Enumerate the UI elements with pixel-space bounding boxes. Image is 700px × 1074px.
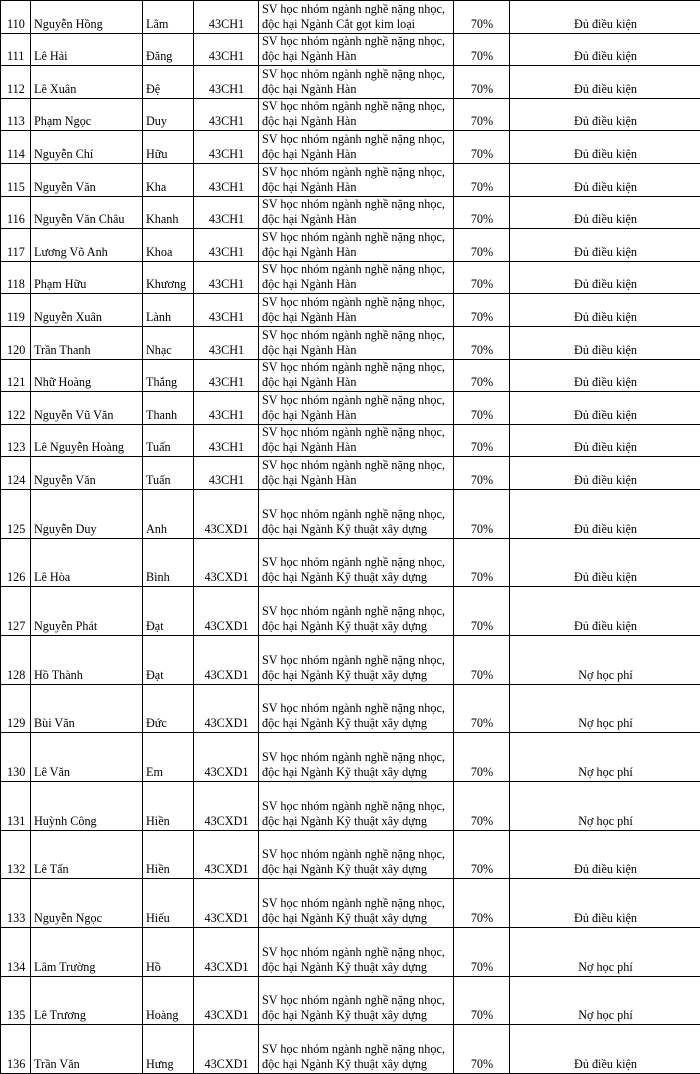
description-cell bbox=[259, 733, 454, 782]
percentage-cell: 70% bbox=[454, 928, 510, 977]
description-line-1: SV học nhóm ngành nghề nặng nhọc, bbox=[262, 230, 451, 245]
description-cell bbox=[259, 538, 454, 587]
percentage-cell: 70% bbox=[454, 66, 510, 99]
description-cell bbox=[259, 684, 454, 733]
description-line-2: độc hại Ngành Hàn bbox=[262, 277, 451, 292]
description-cell bbox=[259, 294, 454, 327]
description-line-1: SV học nhóm ngành nghề nặng nhọc, bbox=[262, 750, 451, 765]
status-cell: Đủ điều kiện bbox=[510, 392, 700, 425]
given-name-cell: Hiền bbox=[143, 830, 194, 879]
row-number-cell: 120 bbox=[1, 326, 31, 359]
given-name-cell: Thắng bbox=[143, 359, 194, 392]
surname-cell: Nguyễn Văn bbox=[31, 163, 143, 196]
surname-cell: Lê Xuân bbox=[31, 66, 143, 99]
description-line-2: độc hại Ngành Cắt gọt kim loại bbox=[262, 17, 451, 32]
description-cell bbox=[259, 196, 454, 229]
description-line-1: SV học nhóm ngành nghề nặng nhọc, bbox=[262, 555, 451, 570]
row-number-cell: 136 bbox=[1, 1025, 31, 1074]
row-number-cell: 110 bbox=[1, 1, 31, 34]
class-code-cell: 43CH1 bbox=[194, 98, 259, 131]
status-cell: Đủ điều kiện bbox=[510, 326, 700, 359]
description-cell bbox=[259, 359, 454, 392]
description-line-1: SV học nhóm ngành nghề nặng nhọc, bbox=[262, 896, 451, 911]
table-row bbox=[1, 359, 700, 392]
description-line-1: SV học nhóm ngành nghề nặng nhọc, bbox=[262, 945, 451, 960]
given-name-cell: Đạt bbox=[143, 587, 194, 636]
surname-cell: Nguyễn Xuân bbox=[31, 294, 143, 327]
description-line-2: độc hại Ngành Kỹ thuật xây dựng bbox=[262, 522, 451, 537]
description-line-1: SV học nhóm ngành nghề nặng nhọc, bbox=[262, 67, 451, 82]
status-cell: Đủ điều kiện bbox=[510, 294, 700, 327]
class-code-cell: 43CH1 bbox=[194, 1, 259, 34]
description-line-2: độc hại Ngành Hàn bbox=[262, 147, 451, 162]
row-number-cell: 130 bbox=[1, 733, 31, 782]
table-row bbox=[1, 326, 700, 359]
class-code-cell: 43CH1 bbox=[194, 457, 259, 490]
table-row bbox=[1, 33, 700, 66]
description-cell bbox=[259, 131, 454, 164]
percentage-cell: 70% bbox=[454, 830, 510, 879]
surname-cell: Lê Văn bbox=[31, 733, 143, 782]
table-row bbox=[1, 879, 700, 928]
description-line-2: độc hại Ngành Kỹ thuật xây dựng bbox=[262, 716, 451, 731]
description-line-1: SV học nhóm ngành nghề nặng nhọc, bbox=[262, 1042, 451, 1057]
surname-cell: Lê Trương bbox=[31, 976, 143, 1025]
percentage-cell: 70% bbox=[454, 33, 510, 66]
description-line-1: SV học nhóm ngành nghề nặng nhọc, bbox=[262, 425, 451, 440]
class-code-cell: 43CH1 bbox=[194, 33, 259, 66]
row-number-cell: 118 bbox=[1, 261, 31, 294]
description-cell bbox=[259, 782, 454, 831]
description-line-1: SV học nhóm ngành nghề nặng nhọc, bbox=[262, 799, 451, 814]
table-row bbox=[1, 928, 700, 977]
status-cell: Đủ điều kiện bbox=[510, 66, 700, 99]
status-cell: Đủ điều kiện bbox=[510, 1025, 700, 1074]
description-cell bbox=[259, 163, 454, 196]
description-cell bbox=[259, 489, 454, 538]
surname-cell: Nguyễn Ngọc bbox=[31, 879, 143, 928]
description-line-2: độc hại Ngành Kỹ thuật xây dựng bbox=[262, 570, 451, 585]
description-cell bbox=[259, 879, 454, 928]
given-name-cell: Đăng bbox=[143, 33, 194, 66]
description-line-2: độc hại Ngành Hàn bbox=[262, 408, 451, 423]
row-number-cell: 127 bbox=[1, 587, 31, 636]
given-name-cell: Tuấn bbox=[143, 457, 194, 490]
description-line-1: SV học nhóm ngành nghề nặng nhọc, bbox=[262, 197, 451, 212]
description-line-1: SV học nhóm ngành nghề nặng nhọc, bbox=[262, 360, 451, 375]
given-name-cell: Hiếu bbox=[143, 879, 194, 928]
percentage-cell: 70% bbox=[454, 424, 510, 457]
surname-cell: Lâm Trường bbox=[31, 928, 143, 977]
row-number-cell: 114 bbox=[1, 131, 31, 164]
status-cell: Đủ điều kiện bbox=[510, 457, 700, 490]
surname-cell: Lê Hải bbox=[31, 33, 143, 66]
table-row bbox=[1, 229, 700, 262]
row-number-cell: 133 bbox=[1, 879, 31, 928]
class-code-cell: 43CXD1 bbox=[194, 538, 259, 587]
description-line-1: SV học nhóm ngành nghề nặng nhọc, bbox=[262, 604, 451, 619]
description-line-2: độc hại Ngành Hàn bbox=[262, 473, 451, 488]
class-code-cell: 43CH1 bbox=[194, 261, 259, 294]
description-line-2: độc hại Ngành Kỹ thuật xây dựng bbox=[262, 1057, 451, 1072]
description-line-2: độc hại Ngành Hàn bbox=[262, 375, 451, 390]
row-number-cell: 132 bbox=[1, 830, 31, 879]
percentage-cell: 70% bbox=[454, 684, 510, 733]
surname-cell: Nguyễn Chí bbox=[31, 131, 143, 164]
row-number-cell: 116 bbox=[1, 196, 31, 229]
given-name-cell: Em bbox=[143, 733, 194, 782]
row-number-cell: 128 bbox=[1, 635, 31, 684]
description-cell bbox=[259, 229, 454, 262]
class-code-cell: 43CH1 bbox=[194, 66, 259, 99]
class-code-cell: 43CXD1 bbox=[194, 1025, 259, 1074]
status-cell: Đủ điều kiện bbox=[510, 424, 700, 457]
given-name-cell: Đệ bbox=[143, 66, 194, 99]
table-row bbox=[1, 1025, 700, 1074]
percentage-cell: 70% bbox=[454, 587, 510, 636]
description-cell bbox=[259, 587, 454, 636]
status-cell: Đủ điều kiện bbox=[510, 98, 700, 131]
percentage-cell: 70% bbox=[454, 392, 510, 425]
row-number-cell: 123 bbox=[1, 424, 31, 457]
table-row bbox=[1, 976, 700, 1025]
percentage-cell: 70% bbox=[454, 1025, 510, 1074]
table-body bbox=[1, 1, 700, 1074]
class-code-cell: 43CH1 bbox=[194, 229, 259, 262]
description-cell bbox=[259, 976, 454, 1025]
status-cell: Đủ điều kiện bbox=[510, 489, 700, 538]
percentage-cell: 70% bbox=[454, 538, 510, 587]
surname-cell: Trần Thanh bbox=[31, 326, 143, 359]
table-row bbox=[1, 587, 700, 636]
row-number-cell: 115 bbox=[1, 163, 31, 196]
status-cell: Đủ điều kiện bbox=[510, 830, 700, 879]
description-line-1: SV học nhóm ngành nghề nặng nhọc, bbox=[262, 262, 451, 277]
table-row bbox=[1, 489, 700, 538]
status-cell: Đủ điều kiện bbox=[510, 163, 700, 196]
row-number-cell: 117 bbox=[1, 229, 31, 262]
given-name-cell: Kha bbox=[143, 163, 194, 196]
description-line-2: độc hại Ngành Kỹ thuật xây dựng bbox=[262, 960, 451, 975]
description-cell bbox=[259, 33, 454, 66]
status-cell: Đủ điều kiện bbox=[510, 587, 700, 636]
row-number-cell: 131 bbox=[1, 782, 31, 831]
surname-cell: Nhữ Hoàng bbox=[31, 359, 143, 392]
row-number-cell: 113 bbox=[1, 98, 31, 131]
description-line-1: SV học nhóm ngành nghề nặng nhọc, bbox=[262, 653, 451, 668]
status-cell: Đủ điều kiện bbox=[510, 131, 700, 164]
status-cell: Đủ điều kiện bbox=[510, 879, 700, 928]
surname-cell: Lê Tấn bbox=[31, 830, 143, 879]
percentage-cell: 70% bbox=[454, 635, 510, 684]
description-line-1: SV học nhóm ngành nghề nặng nhọc, bbox=[262, 458, 451, 473]
description-line-2: độc hại Ngành Kỹ thuật xây dựng bbox=[262, 862, 451, 877]
given-name-cell: Hồ bbox=[143, 928, 194, 977]
surname-cell: Lương Võ Anh bbox=[31, 229, 143, 262]
row-number-cell: 129 bbox=[1, 684, 31, 733]
description-cell bbox=[259, 326, 454, 359]
percentage-cell: 70% bbox=[454, 733, 510, 782]
given-name-cell: Khoa bbox=[143, 229, 194, 262]
percentage-cell: 70% bbox=[454, 359, 510, 392]
description-line-2: độc hại Ngành Kỹ thuật xây dựng bbox=[262, 619, 451, 634]
description-line-1: SV học nhóm ngành nghề nặng nhọc, bbox=[262, 993, 451, 1008]
row-number-cell: 134 bbox=[1, 928, 31, 977]
given-name-cell: Đức bbox=[143, 684, 194, 733]
row-number-cell: 112 bbox=[1, 66, 31, 99]
row-number-cell: 135 bbox=[1, 976, 31, 1025]
description-cell bbox=[259, 1025, 454, 1074]
table-row bbox=[1, 733, 700, 782]
status-cell: Nợ học phí bbox=[510, 782, 700, 831]
row-number-cell: 119 bbox=[1, 294, 31, 327]
description-line-2: độc hại Ngành Kỹ thuật xây dựng bbox=[262, 765, 451, 780]
percentage-cell: 70% bbox=[454, 163, 510, 196]
table-row bbox=[1, 684, 700, 733]
table-row bbox=[1, 830, 700, 879]
class-code-cell: 43CXD1 bbox=[194, 635, 259, 684]
description-cell bbox=[259, 635, 454, 684]
given-name-cell: Bình bbox=[143, 538, 194, 587]
description-line-2: độc hại Ngành Hàn bbox=[262, 180, 451, 195]
class-code-cell: 43CH1 bbox=[194, 424, 259, 457]
table-row bbox=[1, 196, 700, 229]
given-name-cell: Hưng bbox=[143, 1025, 194, 1074]
table-row bbox=[1, 66, 700, 99]
description-line-2: độc hại Ngành Kỹ thuật xây dựng bbox=[262, 814, 451, 829]
class-code-cell: 43CH1 bbox=[194, 359, 259, 392]
percentage-cell: 70% bbox=[454, 131, 510, 164]
surname-cell: Hồ Thành bbox=[31, 635, 143, 684]
percentage-cell: 70% bbox=[454, 261, 510, 294]
given-name-cell: Khương bbox=[143, 261, 194, 294]
given-name-cell: Hiền bbox=[143, 782, 194, 831]
percentage-cell: 70% bbox=[454, 976, 510, 1025]
description-line-2: độc hại Ngành Hàn bbox=[262, 245, 451, 260]
status-cell: Đủ điều kiện bbox=[510, 196, 700, 229]
class-code-cell: 43CH1 bbox=[194, 294, 259, 327]
status-cell: Nợ học phí bbox=[510, 635, 700, 684]
status-cell: Đủ điều kiện bbox=[510, 229, 700, 262]
surname-cell: Phạm Ngọc bbox=[31, 98, 143, 131]
status-cell: Đủ điều kiện bbox=[510, 1, 700, 34]
description-cell bbox=[259, 392, 454, 425]
status-cell: Nợ học phí bbox=[510, 684, 700, 733]
surname-cell: Bùi Văn bbox=[31, 684, 143, 733]
description-line-1: SV học nhóm ngành nghề nặng nhọc, bbox=[262, 99, 451, 114]
table-row bbox=[1, 782, 700, 831]
class-code-cell: 43CXD1 bbox=[194, 489, 259, 538]
surname-cell: Lê Hòa bbox=[31, 538, 143, 587]
row-number-cell: 125 bbox=[1, 489, 31, 538]
class-code-cell: 43CH1 bbox=[194, 163, 259, 196]
percentage-cell: 70% bbox=[454, 782, 510, 831]
description-line-1: SV học nhóm ngành nghề nặng nhọc, bbox=[262, 132, 451, 147]
percentage-cell: 70% bbox=[454, 294, 510, 327]
class-code-cell: 43CXD1 bbox=[194, 684, 259, 733]
percentage-cell: 70% bbox=[454, 489, 510, 538]
surname-cell: Lê Nguyễn Hoàng bbox=[31, 424, 143, 457]
percentage-cell: 70% bbox=[454, 229, 510, 262]
table-row bbox=[1, 131, 700, 164]
status-cell: Đủ điều kiện bbox=[510, 261, 700, 294]
description-line-2: độc hại Ngành Hàn bbox=[262, 49, 451, 64]
description-line-2: độc hại Ngành Kỹ thuật xây dựng bbox=[262, 911, 451, 926]
class-code-cell: 43CH1 bbox=[194, 326, 259, 359]
description-line-1: SV học nhóm ngành nghề nặng nhọc, bbox=[262, 295, 451, 310]
description-line-2: độc hại Ngành Hàn bbox=[262, 343, 451, 358]
given-name-cell: Thanh bbox=[143, 392, 194, 425]
given-name-cell: Tuấn bbox=[143, 424, 194, 457]
description-line-1: SV học nhóm ngành nghề nặng nhọc, bbox=[262, 34, 451, 49]
class-code-cell: 43CH1 bbox=[194, 196, 259, 229]
description-cell bbox=[259, 261, 454, 294]
surname-cell: Nguyễn Hồng bbox=[31, 1, 143, 34]
percentage-cell: 70% bbox=[454, 1, 510, 34]
description-line-2: độc hại Ngành Hàn bbox=[262, 440, 451, 455]
description-cell bbox=[259, 98, 454, 131]
table-row bbox=[1, 457, 700, 490]
status-cell: Nợ học phí bbox=[510, 976, 700, 1025]
class-code-cell: 43CXD1 bbox=[194, 733, 259, 782]
description-cell bbox=[259, 1, 454, 34]
description-cell bbox=[259, 457, 454, 490]
row-number-cell: 121 bbox=[1, 359, 31, 392]
table-row bbox=[1, 635, 700, 684]
status-cell: Nợ học phí bbox=[510, 733, 700, 782]
description-line-1: SV học nhóm ngành nghề nặng nhọc, bbox=[262, 507, 451, 522]
given-name-cell: Nhạc bbox=[143, 326, 194, 359]
given-name-cell: Đạt bbox=[143, 635, 194, 684]
description-line-2: độc hại Ngành Hàn bbox=[262, 212, 451, 227]
description-line-2: độc hại Ngành Kỹ thuật xây dựng bbox=[262, 668, 451, 683]
description-line-1: SV học nhóm ngành nghề nặng nhọc, bbox=[262, 701, 451, 716]
description-line-1: SV học nhóm ngành nghề nặng nhọc, bbox=[262, 2, 451, 17]
class-code-cell: 43CXD1 bbox=[194, 976, 259, 1025]
given-name-cell: Duy bbox=[143, 98, 194, 131]
description-cell bbox=[259, 928, 454, 977]
given-name-cell: Anh bbox=[143, 489, 194, 538]
class-code-cell: 43CXD1 bbox=[194, 782, 259, 831]
class-code-cell: 43CH1 bbox=[194, 131, 259, 164]
table-row bbox=[1, 392, 700, 425]
table-row bbox=[1, 424, 700, 457]
given-name-cell: Lành bbox=[143, 294, 194, 327]
percentage-cell: 70% bbox=[454, 196, 510, 229]
description-line-1: SV học nhóm ngành nghề nặng nhọc, bbox=[262, 328, 451, 343]
surname-cell: Phạm Hữu bbox=[31, 261, 143, 294]
description-line-1: SV học nhóm ngành nghề nặng nhọc, bbox=[262, 847, 451, 862]
surname-cell: Huỳnh Công bbox=[31, 782, 143, 831]
surname-cell: Trần Văn bbox=[31, 1025, 143, 1074]
surname-cell: Nguyễn Vũ Văn bbox=[31, 392, 143, 425]
given-name-cell: Khanh bbox=[143, 196, 194, 229]
description-line-1: SV học nhóm ngành nghề nặng nhọc, bbox=[262, 165, 451, 180]
surname-cell: Nguyễn Phát bbox=[31, 587, 143, 636]
description-cell bbox=[259, 830, 454, 879]
class-code-cell: 43CXD1 bbox=[194, 879, 259, 928]
description-line-1: SV học nhóm ngành nghề nặng nhọc, bbox=[262, 393, 451, 408]
table-row bbox=[1, 1, 700, 34]
given-name-cell: Hoàng bbox=[143, 976, 194, 1025]
table-row bbox=[1, 538, 700, 587]
description-line-2: độc hại Ngành Hàn bbox=[262, 82, 451, 97]
table-row bbox=[1, 261, 700, 294]
table-row bbox=[1, 163, 700, 196]
percentage-cell: 70% bbox=[454, 98, 510, 131]
table-row bbox=[1, 98, 700, 131]
class-code-cell: 43CXD1 bbox=[194, 830, 259, 879]
percentage-cell: 70% bbox=[454, 879, 510, 928]
given-name-cell: Hữu bbox=[143, 131, 194, 164]
row-number-cell: 111 bbox=[1, 33, 31, 66]
description-line-2: độc hại Ngành Hàn bbox=[262, 310, 451, 325]
row-number-cell: 126 bbox=[1, 538, 31, 587]
description-cell bbox=[259, 66, 454, 99]
surname-cell: Nguyễn Văn bbox=[31, 457, 143, 490]
percentage-cell: 70% bbox=[454, 457, 510, 490]
status-cell: Đủ điều kiện bbox=[510, 359, 700, 392]
status-cell: Đủ điều kiện bbox=[510, 33, 700, 66]
row-number-cell: 122 bbox=[1, 392, 31, 425]
percentage-cell: 70% bbox=[454, 326, 510, 359]
class-code-cell: 43CXD1 bbox=[194, 587, 259, 636]
status-cell: Đủ điều kiện bbox=[510, 538, 700, 587]
class-code-cell: 43CH1 bbox=[194, 392, 259, 425]
description-line-2: độc hại Ngành Kỹ thuật xây dựng bbox=[262, 1008, 451, 1023]
status-cell: Nợ học phí bbox=[510, 928, 700, 977]
class-code-cell: 43CXD1 bbox=[194, 928, 259, 977]
surname-cell: Nguyễn Văn Châu bbox=[31, 196, 143, 229]
description-cell bbox=[259, 424, 454, 457]
row-number-cell: 124 bbox=[1, 457, 31, 490]
table-row bbox=[1, 294, 700, 327]
given-name-cell: Lâm bbox=[143, 1, 194, 34]
surname-cell: Nguyễn Duy bbox=[31, 489, 143, 538]
description-line-2: độc hại Ngành Hàn bbox=[262, 114, 451, 129]
